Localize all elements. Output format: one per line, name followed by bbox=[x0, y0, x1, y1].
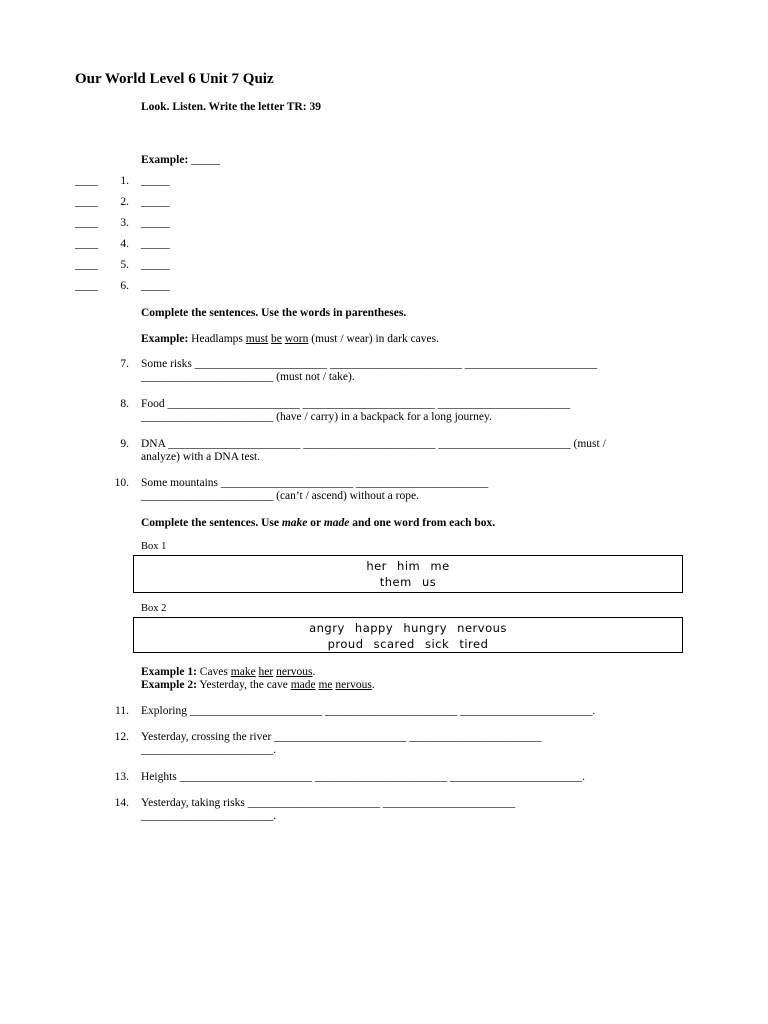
instruction-text: Complete the sentences. Use bbox=[141, 517, 282, 529]
sentence-line[interactable]: _______________________. bbox=[141, 744, 277, 756]
word-box-line: them us bbox=[379, 575, 437, 589]
sentence-line[interactable]: _______________________. bbox=[141, 810, 277, 822]
example-answer: her bbox=[258, 666, 274, 678]
word-box-1 bbox=[133, 555, 683, 593]
instruction-text: or bbox=[307, 517, 324, 529]
answer-blank[interactable]: ____ bbox=[75, 196, 98, 208]
example-answer: me bbox=[318, 679, 333, 691]
example-answer: make bbox=[230, 666, 256, 678]
example-text: Yesterday, the cave bbox=[199, 679, 288, 691]
answer-blank[interactable]: ____ bbox=[75, 238, 98, 250]
answer-blank[interactable]: ____ bbox=[75, 259, 98, 271]
example-label: Example 2: bbox=[141, 679, 197, 691]
item-number: 4. bbox=[120, 238, 129, 250]
letter-blank[interactable]: _____ bbox=[141, 217, 170, 229]
sentence-line[interactable]: Exploring _______________________ _______________________ _______________________. bbox=[141, 705, 596, 717]
answer-blank[interactable]: ____ bbox=[75, 280, 98, 292]
word-box-2 bbox=[133, 617, 683, 653]
item-number: 2. bbox=[120, 196, 129, 208]
example-label: Example 1: bbox=[141, 666, 197, 678]
item-number: 13. bbox=[114, 771, 129, 783]
example-text: . bbox=[371, 679, 375, 691]
item-number: 7. bbox=[120, 358, 129, 370]
section2-instruction: Complete the sentences. Use the words in parentheses. bbox=[141, 307, 407, 319]
item-number: 11. bbox=[115, 705, 129, 717]
example-blank[interactable]: _____ bbox=[191, 154, 220, 166]
sentence-line[interactable]: Heights _______________________ _______________________ _______________________. bbox=[141, 771, 586, 783]
list-item bbox=[75, 238, 98, 250]
example-answer: must bbox=[245, 333, 269, 345]
box2-label: Box 2 bbox=[141, 603, 167, 614]
list-item bbox=[75, 259, 98, 271]
example-label: Example: bbox=[141, 333, 189, 345]
item-number: 10. bbox=[114, 477, 129, 489]
item-number: 1. bbox=[120, 175, 129, 187]
example-answer: worn bbox=[284, 333, 309, 345]
sentence-line[interactable]: Yesterday, crossing the river _______________________ _______________________ bbox=[141, 731, 542, 743]
item-number: 12. bbox=[114, 731, 129, 743]
item-number: 6. bbox=[120, 280, 129, 292]
example-answer: nervous bbox=[276, 666, 313, 678]
sentence-line[interactable]: analyze) with a DNA test. bbox=[141, 451, 261, 463]
section3-example-2 bbox=[141, 679, 375, 691]
letter-blank[interactable]: _____ bbox=[141, 280, 170, 292]
box1-label: Box 1 bbox=[141, 541, 167, 552]
letter-blank[interactable]: _____ bbox=[141, 259, 170, 271]
quiz-title: Our World Level 6 Unit 7 Quiz bbox=[75, 71, 274, 87]
sentence-line[interactable]: Yesterday, taking risks _______________________ _______________________ bbox=[141, 797, 516, 809]
letter-blank[interactable]: _____ bbox=[141, 196, 170, 208]
section3-example-1 bbox=[141, 666, 315, 678]
list-item bbox=[75, 217, 98, 229]
instruction-text: and one word from each box. bbox=[349, 517, 496, 529]
item-number: 8. bbox=[120, 398, 129, 410]
answer-blank[interactable]: ____ bbox=[75, 175, 98, 187]
keyword-make: make bbox=[281, 517, 308, 529]
word-box-line: proud scared sick tired bbox=[327, 637, 489, 651]
example-text: Caves bbox=[199, 666, 228, 678]
item-number: 3. bbox=[120, 217, 129, 229]
section1-example bbox=[141, 154, 220, 166]
example-text: Headlamps bbox=[191, 333, 243, 345]
section3-instruction bbox=[141, 517, 495, 529]
list-item bbox=[75, 175, 98, 187]
word-box-line: angry happy hungry nervous bbox=[309, 621, 507, 635]
sentence-line[interactable]: _______________________ (have / carry) in a backpack for a long journey. bbox=[141, 411, 492, 423]
sentence-line[interactable]: _______________________ (must not / take). bbox=[141, 371, 355, 383]
example-answer: made bbox=[290, 679, 316, 691]
example-answer: be bbox=[271, 333, 282, 345]
section1-instruction: Look. Listen. Write the letter TR: 39 bbox=[141, 101, 321, 113]
sentence-line[interactable]: DNA _______________________ _______________________ _______________________ (must / bbox=[141, 438, 606, 450]
answer-blank[interactable]: ____ bbox=[75, 217, 98, 229]
example-label: Example: bbox=[141, 154, 189, 166]
example-text: . bbox=[312, 666, 316, 678]
list-item bbox=[75, 280, 98, 292]
word-box-line: her him me bbox=[366, 559, 450, 573]
sentence-line[interactable]: Some risks _______________________ _______________________ _______________________ bbox=[141, 358, 598, 370]
list-item bbox=[75, 196, 98, 208]
letter-blank[interactable]: _____ bbox=[141, 238, 170, 250]
sentence-line[interactable]: Some mountains _______________________ _______________________ bbox=[141, 477, 489, 489]
letter-blank[interactable]: _____ bbox=[141, 175, 170, 187]
item-number: 14. bbox=[114, 797, 129, 809]
keyword-made: made bbox=[323, 517, 350, 529]
item-number: 5. bbox=[120, 259, 129, 271]
example-text: (must / wear) in dark caves. bbox=[311, 333, 439, 345]
sentence-line[interactable]: Food _______________________ _______________________ _______________________ bbox=[141, 398, 571, 410]
sentence-line[interactable]: _______________________ (can’t / ascend) without a rope. bbox=[141, 490, 419, 502]
item-number: 9. bbox=[120, 438, 129, 450]
section2-example bbox=[141, 333, 439, 345]
example-answer: nervous bbox=[335, 679, 372, 691]
